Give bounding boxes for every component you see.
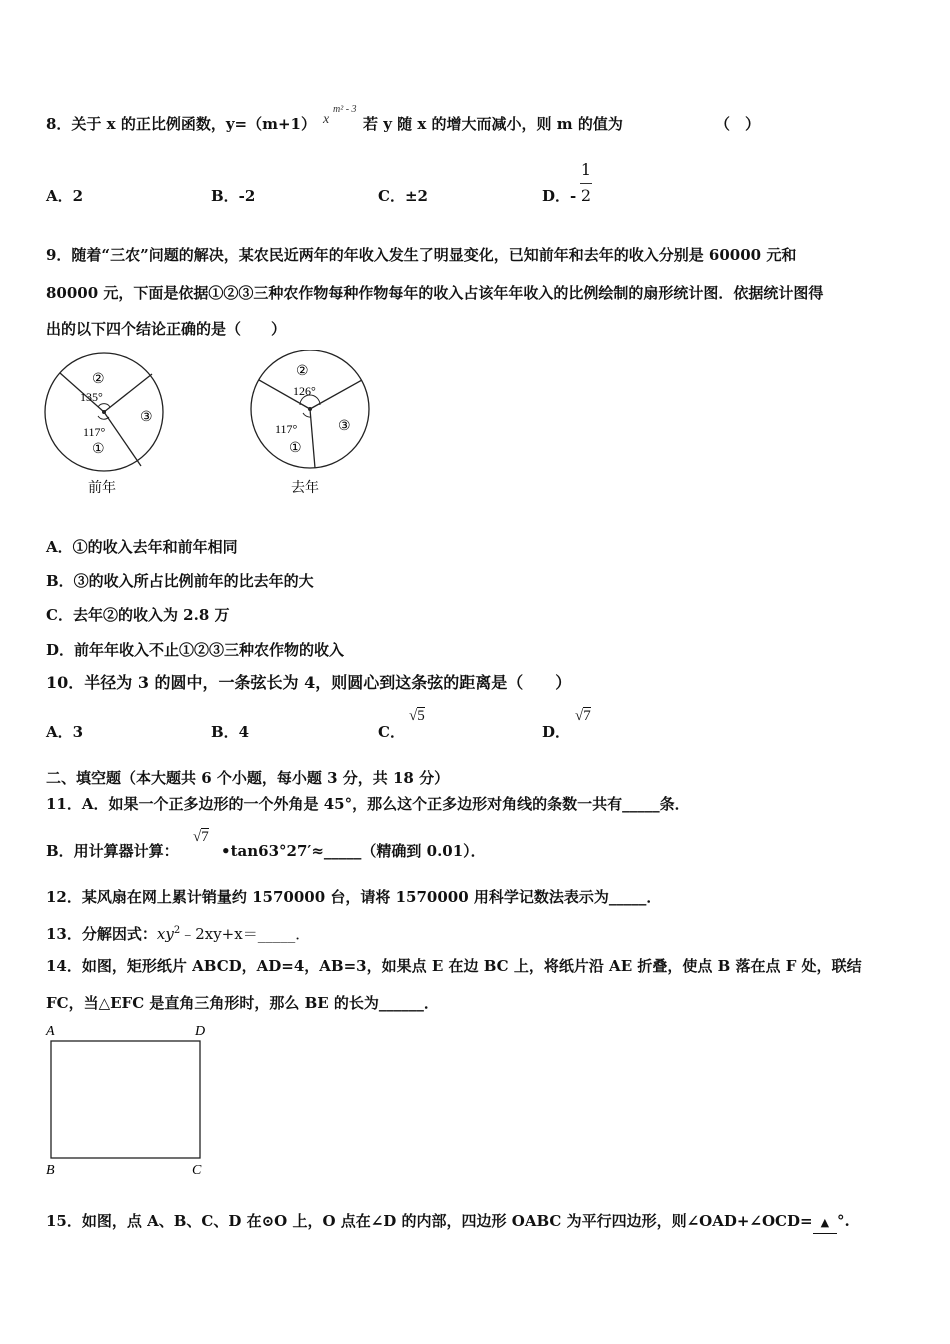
- q14-rectangle-figure: [40, 1020, 220, 1180]
- q13-expr: xy: [156, 925, 174, 943]
- q10-option-d: D．: [542, 723, 571, 741]
- section2-title: 二、填空题（本大题共 6 个小题，每小题 3 分，共 18 分）: [46, 769, 450, 787]
- label-b: B: [46, 1163, 55, 1178]
- label-c: C: [192, 1163, 202, 1178]
- q8-paren: （ ）: [715, 115, 761, 133]
- label-a: A: [46, 1024, 55, 1039]
- q14-line2: FC，当△EFC 是直角三角形时，那么 BE 的长为______．: [46, 994, 439, 1012]
- q10-option-a: A．3: [46, 723, 84, 741]
- q15-blank: ▲: [813, 1213, 837, 1234]
- pie2-angle-1: 117°: [275, 422, 298, 436]
- pie1-label-1: ①: [92, 442, 105, 457]
- q9-pie-charts: [38, 350, 388, 502]
- q8-d-denominator: 2: [580, 186, 592, 205]
- q9-option-a: A．①的收入去年和前年相同: [46, 538, 238, 556]
- q15-stem: 15．如图，点 A、B、C、D 在⊙O 上，O 点在∠D 的内部，四边形 OABC 为平行四边形，则∠OAD+∠OCD=: [46, 1212, 813, 1230]
- q8-d-fraction-bar: [580, 183, 592, 184]
- rectangle-abcd: [51, 1041, 200, 1158]
- q8-d-numerator: 1: [580, 160, 592, 179]
- q11-b-rest: •tan63°27′≈_____（精确到 0.01）．: [221, 842, 486, 860]
- q8-option-a: A．2: [46, 187, 84, 205]
- q13-prefix: 13．分解因式：: [46, 925, 157, 943]
- pie2-angle-2: 126°: [293, 384, 316, 398]
- pie-chart-last-year: [251, 350, 369, 496]
- pie1-caption: 前年: [88, 481, 116, 496]
- q11-a-end: 条．: [659, 795, 690, 813]
- pie2-caption: 去年: [291, 481, 319, 496]
- q11-part-a: [46, 794, 690, 814]
- q11-b-text: B．用计算器计算：: [46, 842, 179, 860]
- q9-option-d: D．前年年收入不止①②③三种农作物的收入: [46, 641, 345, 659]
- pie1-divider-2: [104, 374, 152, 412]
- q14-line1: 14．如图，矩形纸片 ABCD，AD=4，AB=3，如果点 E 在边 BC 上，将纸片沿 AE 折叠，使点 B 落在点 F 处，联结: [46, 957, 862, 975]
- pie2-label-2: ②: [296, 364, 309, 379]
- q11-b-radical: √7: [193, 829, 209, 845]
- q8-option-c: C．±2: [378, 187, 428, 205]
- pie2-label-1: ①: [289, 441, 302, 456]
- q8-stem-a: 8．关于 x 的正比例函数，y=（m+1）: [46, 115, 316, 133]
- pie1-angle-arc-top: [98, 404, 110, 407]
- pie2-center: [308, 407, 312, 411]
- q8-stem: [46, 114, 316, 134]
- pie2-divider-3: [310, 409, 315, 468]
- q11-b-radicand: 7: [201, 829, 209, 845]
- pie-chart-last-year-before: [45, 353, 163, 496]
- q13-text: [46, 921, 310, 944]
- pie1-angle-1: 117°: [83, 425, 106, 439]
- q8-option-b: B．-2: [211, 187, 256, 205]
- q11-a-blank: _____: [622, 795, 660, 813]
- pie1-center: [102, 410, 106, 414]
- pie1-label-2: ②: [92, 372, 105, 387]
- q13-sup: 2: [173, 925, 181, 936]
- q10-c-radical: √5: [409, 708, 425, 724]
- q9-option-b: B．③的收入所占比例前年的比去年的大: [46, 572, 314, 590]
- pie1-divider-3: [104, 412, 141, 466]
- q9-line1: 9．随着“三农”问题的解决，某农民近两年的年收入发生了明显变化，已知前年和去年的收入分别是 60000 元和: [46, 246, 797, 264]
- pie1-angle-2: 135°: [80, 390, 103, 404]
- q8-x-var: x: [323, 112, 330, 127]
- pie1-label-3: ③: [140, 410, 153, 425]
- q9-line2: 80000 元，下面是依据①②③三种农作物每种作物每年的收入占该年年收入的比例绘制的扇形统计图．依据统计图得: [46, 284, 824, 302]
- q15-end: °.: [837, 1212, 850, 1230]
- q13-rest: ﹣2xy+x＝_____．: [180, 925, 311, 943]
- q10-stem: 10．半径为 3 的圆中，一条弦长为 4，则圆心到这条弦的距离是（ ）: [46, 673, 572, 692]
- pie2-divider-2: [310, 380, 362, 409]
- q8-option-d: D．-: [542, 187, 577, 205]
- q10-c-radicand: 5: [417, 708, 425, 724]
- q8-stem-b: 若 y 随 x 的增大而减小，则 m 的值为: [363, 115, 623, 133]
- q10-option-c: C．: [378, 723, 405, 741]
- q9-option-c: C．去年②的收入为 2.8 万: [46, 606, 230, 624]
- q9-line3: 出的以下四个结论正确的是（ ）: [46, 320, 287, 338]
- label-d: D: [195, 1024, 206, 1039]
- q12-text: 12．某风扇在网上累计销量约 1570000 台，请将 1570000 用科学记数法表示为_____．: [46, 888, 662, 906]
- q10-option-b: B．4: [211, 723, 250, 741]
- q8-exponent: m² - 3: [333, 104, 357, 115]
- q11-a-text: 11．A．如果一个正多边形的一个外角是 45°，那么这个正多边形对角线的条数一共有: [46, 795, 623, 813]
- pie2-label-3: ③: [338, 419, 351, 434]
- q15-text: [46, 1211, 850, 1234]
- q10-d-radicand: 7: [583, 708, 591, 724]
- q10-d-radical: √7: [575, 708, 591, 724]
